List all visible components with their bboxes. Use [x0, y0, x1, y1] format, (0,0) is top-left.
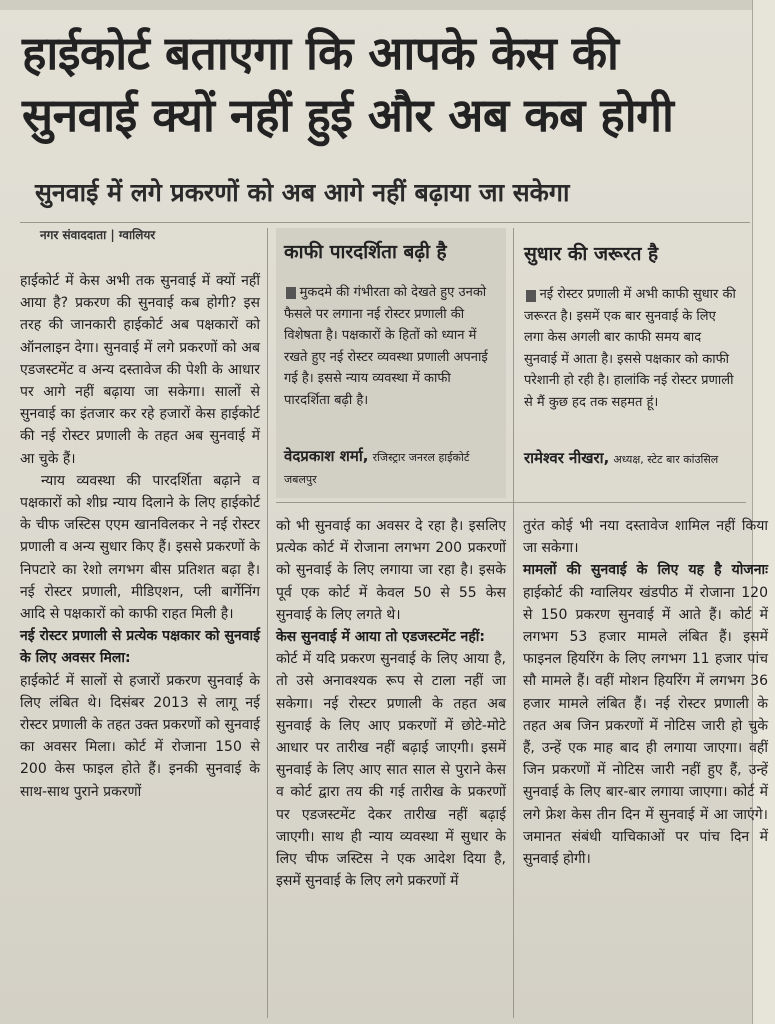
column-1	[20, 270, 260, 803]
headline-divider	[20, 222, 750, 223]
headline-line-2: सुनवाई क्यों नहीं हुई और अब कब होगी	[22, 88, 674, 142]
column-3-subhead: मामलों की सुनवाई के लिए यह है योजनाः	[523, 562, 768, 579]
column-2-paragraph-2: कोर्ट में यदि प्रकरण सुनवाई के लिए आया है, तो उसे अनावश्यक रूप से टाला नहीं जा सकेगा। नई रोस्टर प्रणाली के तहत अब सुनवाई के लिए आए प्रकरणों में छोटे-मोटे आधार पर तारीख नहीं बढ़ाई जाएगी। इसमें सुनवाई के लिए आए सात साल से पुराने केस व कोर्ट द्वारा तय की गई तारीख के प्रकरणों पर एडजस्टमेंट देकर तारीख नहीं बढ़ाई जाएगी। साथ ही न्याय व्यवस्था में सुधार के लिए चीफ जस्टिस ने एक आदेश दिया है, इसमें सुनवाई के लिए लगे प्रकरणों में	[276, 651, 506, 890]
box-1-signature	[284, 446, 499, 490]
column-1-paragraph-2: न्याय व्यवस्था की पारदर्शिता बढ़ाने व पक्षकारों को शीघ्र न्याय दिलाने के लिए हाईकोर्ट के चीफ जस्टिस एएम खानविलकर ने नई रोस्टर प्रणाली व अन्य सुधार किए हैं। इससे प्रकरणों के निपटारे का रेशो लगभग बीस प्रतिशत बढ़ा है। नई रोस्टर प्रणाली, मीडिएशन, प्ली बार्गेनिंग आदि से पक्षकारों को काफी राहत मिली है।	[20, 472, 260, 623]
box-2-name: रामेश्वर नीखरा,	[524, 449, 610, 467]
column-1-paragraph-3: हाईकोर्ट में सालों से हजारों प्रकरण सुनवाई के लिए लंबित थे। दिसंबर 2013 से लागू नई रोस्टर प्रणाली के तहत उक्त प्रकरणों को सुनवाई का अवसर मिला। कोर्ट में रोजाना 150 से 200 केस फाइल होते हैं। इनकी सुनवाई के साथ-साथ पुराने प्रकरणों	[20, 672, 260, 800]
headline	[22, 22, 752, 146]
column-1-subhead: नई रोस्टर प्रणाली से प्रत्येक पक्षकार को सुनवाई के लिए अवसर मिला:	[20, 628, 260, 667]
box-1-role: रजिस्ट्रार जनरल हाईकोर्ट जबलपुर	[284, 451, 470, 486]
column-2-paragraph-1: को भी सुनवाई का अवसर दे रहा है। इसलिए प्रत्येक कोर्ट में रोजाना लगभग 200 प्रकरणों को सुनवाई के लिए लगाया जा रहा है। इसके पूर्व एक कोर्ट में केवल 50 से 55 केस सुनवाई के लिए लगते थे।	[276, 518, 506, 623]
box-2-body: नई रोस्टर प्रणाली में अभी काफी सुधार की जरूरत है। इसमें एक बार सुनवाई के लिए लगा केस अगली बार काफी समय बाद सुनवाई में आता है। इससे पक्षकार को काफी परेशानी हो रही है। हालांकि नई रोस्टर प्रणाली से मैं कुछ हद तक सहमत हूं।	[524, 287, 736, 410]
subheadline: सुनवाई में लगे प्रकरणों को अब आगे नहीं बढ़ाया जा सकेगा	[35, 178, 570, 207]
box-2-signature	[524, 448, 739, 471]
adjacent-column-edge	[752, 0, 775, 1024]
byline: नगर संवाददाता | ग्वालियर	[40, 228, 156, 242]
box-1-title: काफी पारदर्शिता बढ़ी है	[284, 241, 447, 263]
box-1-body: मुकदमे की गंभीरता को देखते हुए उनको फैसले पर लगाना नई रोस्टर प्रणाली की विशेषता है। पक्षकारों के हितों को ध्यान में रखते हुए नई रोस्टर व्यवस्था प्रणाली अपनाई गई है। इससे न्याय व्यवस्था में काफी पारदर्शिता बढ़ी है।	[284, 285, 488, 408]
column-2	[276, 515, 506, 892]
column-3	[523, 515, 768, 870]
box-1-name: वेदप्रकाश शर्मा,	[284, 447, 369, 465]
top-edge-strip	[0, 0, 775, 10]
column-divider-2	[513, 228, 514, 1018]
column-1-paragraph-1: हाईकोर्ट में केस अभी तक सुनवाई में क्यों नहीं आया है? प्रकरण की सुनवाई कब होगी? इस तरह की जानकारी हाईकोर्ट अब पक्षकारों को ऑनलाइन देगा। सुनवाई में लगे प्रकरणों को अब एडजस्टमेंट व अन्य दस्तावेज की पेशी के आधार पर आगे नहीं बढ़ाया जा सकेगा। सालों से सुनवाई का इंतजार कर रहे हजारों केस हाईकोर्ट की नई रोस्टर प्रणाली के तहत अब सुनवाई में आ चुके हैं।	[20, 273, 260, 467]
column-3-paragraph-1: तुरंत कोई भी नया दस्तावेज शामिल नहीं किया जा सकेगा।	[523, 518, 768, 557]
box-2-role: अध्यक्ष, स्टेट बार कांउसिल	[613, 453, 719, 466]
column-divider-1	[267, 228, 268, 1018]
box-2-title: सुधार की जरूरत है	[524, 243, 659, 265]
column-3-paragraph-2: हाईकोर्ट की ग्वालियर खंडपीठ में रोजाना 120 से 150 प्रकरण सुनवाई में आते हैं। कोर्ट में लगभग 53 हजार मामले लंबित हैं। इसमें फाइनल हियरिंग के लिए लगभग 11 हजार पांच सौ मामले हैं। वहीं मोशन हियरिंग में लगभग 36 हजार मामले लंबित हैं। नई रोस्टर प्रणाली के तहत अब जिन प्रकरणों में नोटिस जारी हो चुके हैं, उन्हें एक माह बाद ही लगाया जाएगा। वहीं जिन प्रकरणों में नोटिस जारी नहीं हुए हैं, उन्हें सुनवाई के लिए बार-बार लगाया जाएगा। कोर्ट में लगे फ्रेश केस तीन दिन में सुनवाई में आ जाएंगे। जमानत संबंधी याचिकाओं पर पांच दिन में सुनवाई होगी।	[523, 584, 768, 868]
box-1-text	[284, 282, 496, 411]
column-2-subhead: केस सुनवाई में आया तो एडजस्टमेंट नहीं:	[276, 629, 485, 646]
box-bottom-divider	[276, 502, 746, 503]
headline-line-1: हाईकोर्ट बताएगा कि आपके केस की	[22, 26, 619, 80]
box-2-text	[524, 284, 736, 413]
